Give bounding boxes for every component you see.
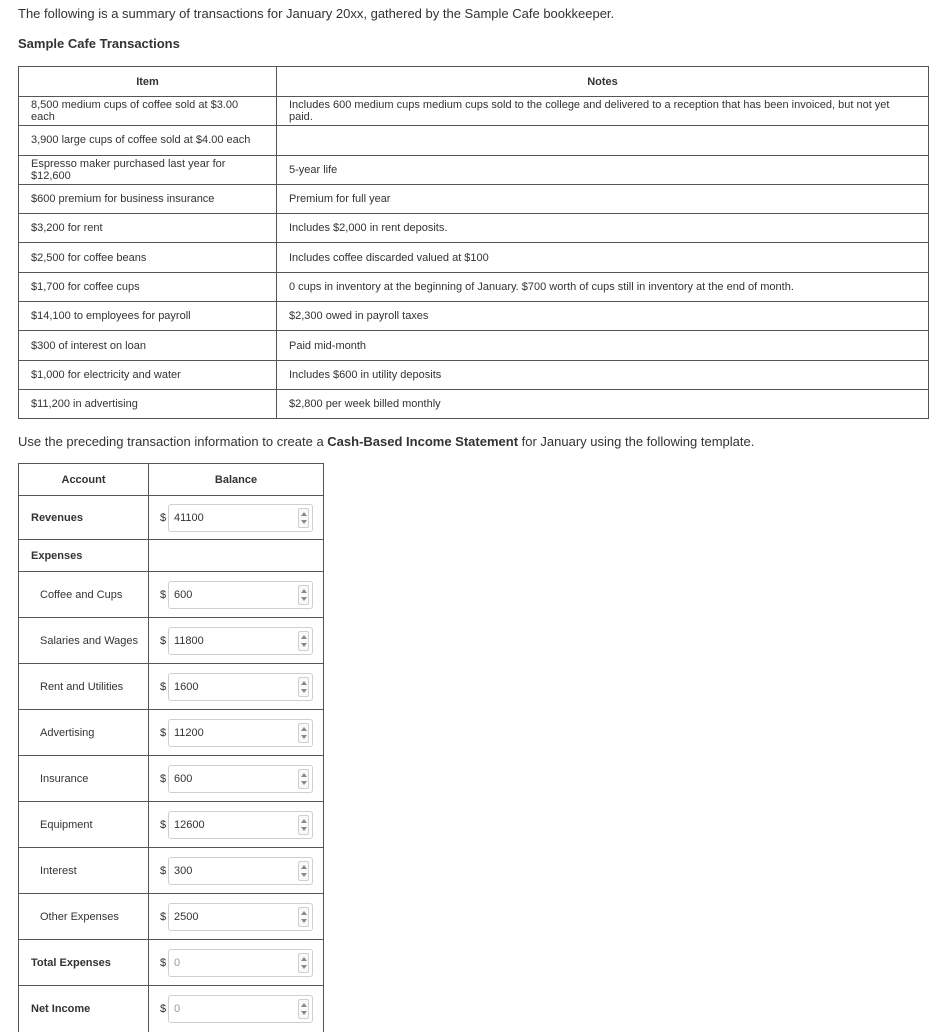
item-cell: $1,700 for coffee cups — [19, 272, 277, 301]
currency-symbol: $ — [160, 680, 167, 693]
item-cell: $14,100 to employees for payroll — [19, 302, 277, 331]
salaries-and-wages-stepper[interactable] — [168, 627, 313, 655]
table-row — [19, 184, 929, 213]
expense-label: Interest — [19, 848, 149, 894]
notes-cell: Paid mid-month — [277, 331, 929, 360]
total-expenses-row — [19, 940, 324, 986]
spin-down-icon[interactable] — [301, 873, 307, 877]
coffee-and-cups-input[interactable] — [174, 588, 292, 602]
table-row — [19, 155, 929, 184]
notes-cell — [277, 126, 929, 155]
salaries-and-wages-input[interactable] — [174, 634, 292, 648]
table-row — [19, 331, 929, 360]
insurance-stepper[interactable] — [168, 765, 313, 793]
equipment-stepper[interactable] — [168, 811, 313, 839]
other-expenses-input[interactable] — [174, 910, 292, 924]
expense-label: Rent and Utilities — [19, 664, 149, 710]
spin-down-icon[interactable] — [301, 689, 307, 693]
spin-down-icon[interactable] — [301, 520, 307, 524]
item-cell: $1,000 for electricity and water — [19, 360, 277, 389]
advertising-input[interactable] — [174, 726, 292, 740]
net-income-stepper[interactable] — [168, 995, 313, 1023]
balance-column-header: Balance — [149, 464, 324, 496]
expenses-label: Expenses — [19, 540, 149, 572]
item-cell: 3,900 large cups of coffee sold at $4.00 each — [19, 126, 277, 155]
currency-symbol: $ — [160, 634, 167, 647]
spin-down-icon[interactable] — [301, 1011, 307, 1015]
spinner-arrows[interactable] — [298, 723, 309, 743]
table-row — [19, 302, 929, 331]
instruction-before: Use the preceding transaction information to create a — [18, 434, 328, 449]
transactions-table — [18, 66, 929, 419]
insurance-input[interactable] — [174, 772, 292, 786]
spin-up-icon[interactable] — [301, 512, 307, 516]
notes-cell: Premium for full year — [277, 184, 929, 213]
net-income-input[interactable] — [174, 1002, 292, 1016]
spinner-arrows[interactable] — [298, 631, 309, 651]
total-expenses-input[interactable] — [174, 956, 292, 970]
currency-symbol: $ — [160, 818, 167, 831]
item-cell: $600 premium for business insurance — [19, 184, 277, 213]
spin-down-icon[interactable] — [301, 919, 307, 923]
item-column-header: Item — [19, 67, 277, 97]
expense-row-interest — [19, 848, 324, 894]
total-expenses-stepper[interactable] — [168, 949, 313, 977]
notes-cell: 0 cups in inventory at the beginning of January. $700 worth of cups still in inventory at the end of month. — [277, 272, 929, 301]
spin-down-icon[interactable] — [301, 643, 307, 647]
revenues-input[interactable] — [174, 511, 292, 525]
interest-stepper[interactable] — [168, 857, 313, 885]
table-row — [19, 243, 929, 272]
notes-cell: Includes 600 medium cups medium cups sold to the college and delivered to a reception that has been invoiced, but not yet paid. — [277, 97, 929, 126]
spinner-arrows[interactable] — [298, 677, 309, 697]
spin-down-icon[interactable] — [301, 965, 307, 969]
spin-up-icon[interactable] — [301, 819, 307, 823]
currency-symbol: $ — [160, 772, 167, 785]
equipment-input[interactable] — [174, 818, 292, 832]
spin-up-icon[interactable] — [301, 1003, 307, 1007]
table-row — [19, 360, 929, 389]
interest-input[interactable] — [174, 864, 292, 878]
spin-up-icon[interactable] — [301, 911, 307, 915]
intro-text: The following is a summary of transactions for January 20xx, gathered by the Sample Cafe bookkeeper. — [18, 6, 615, 21]
spin-up-icon[interactable] — [301, 773, 307, 777]
expense-row-salaries-and-wages — [19, 618, 324, 664]
notes-cell: $2,800 per week billed monthly — [277, 389, 929, 418]
spinner-arrows[interactable] — [298, 769, 309, 789]
spin-down-icon[interactable] — [301, 735, 307, 739]
item-cell: $300 of interest on loan — [19, 331, 277, 360]
notes-cell: Includes $2,000 in rent deposits. — [277, 214, 929, 243]
item-cell: $11,200 in advertising — [19, 389, 277, 418]
revenues-row — [19, 496, 324, 540]
spin-up-icon[interactable] — [301, 727, 307, 731]
rent-and-utilities-stepper[interactable] — [168, 673, 313, 701]
spin-up-icon[interactable] — [301, 635, 307, 639]
expenses-balance-empty — [149, 540, 324, 572]
expense-row-advertising — [19, 710, 324, 756]
table-row — [19, 214, 929, 243]
spin-up-icon[interactable] — [301, 865, 307, 869]
expenses-row — [19, 540, 324, 572]
currency-symbol: $ — [160, 726, 167, 739]
net-income-label: Net Income — [19, 986, 149, 1032]
table-row — [19, 97, 929, 126]
expense-label: Equipment — [19, 802, 149, 848]
item-cell: $3,200 for rent — [19, 214, 277, 243]
advertising-stepper[interactable] — [168, 719, 313, 747]
expense-label: Coffee and Cups — [19, 572, 149, 618]
instruction-bold: Cash-Based Income Statement — [327, 434, 519, 449]
notes-cell: 5-year life — [277, 155, 929, 184]
instruction-after: for January using the following template. — [518, 434, 755, 449]
expense-row-other-expenses — [19, 894, 324, 940]
notes-cell: Includes coffee discarded valued at $100 — [277, 243, 929, 272]
expense-label: Salaries and Wages — [19, 618, 149, 664]
item-cell: Espresso maker purchased last year for $12,600 — [19, 155, 277, 184]
revenues-label: Revenues — [19, 496, 149, 540]
currency-symbol: $ — [160, 511, 167, 524]
spinner-arrows[interactable] — [298, 585, 309, 605]
spin-up-icon[interactable] — [301, 681, 307, 685]
transactions-header-row — [19, 67, 929, 97]
expense-row-rent-and-utilities — [19, 664, 324, 710]
income-statement-table — [18, 463, 324, 1032]
instruction-text — [18, 434, 754, 449]
table-row — [19, 126, 929, 155]
table-row — [19, 389, 929, 418]
expense-label: Advertising — [19, 710, 149, 756]
spinner-arrows[interactable] — [298, 861, 309, 881]
spin-up-icon[interactable] — [301, 589, 307, 593]
item-cell: $2,500 for coffee beans — [19, 243, 277, 272]
currency-symbol: $ — [160, 1002, 167, 1015]
revenues-stepper[interactable] — [168, 504, 313, 532]
currency-symbol: $ — [160, 956, 167, 969]
expense-row-equipment — [19, 802, 324, 848]
other-expenses-stepper[interactable] — [168, 903, 313, 931]
rent-and-utilities-input[interactable] — [174, 680, 292, 694]
notes-cell: Includes $600 in utility deposits — [277, 360, 929, 389]
table-row — [19, 272, 929, 301]
item-cell: 8,500 medium cups of coffee sold at $3.00 each — [19, 97, 277, 126]
spin-up-icon[interactable] — [301, 957, 307, 961]
net-income-row — [19, 986, 324, 1032]
spinner-arrows[interactable] — [298, 815, 309, 835]
spin-down-icon[interactable] — [301, 827, 307, 831]
notes-column-header: Notes — [277, 67, 929, 97]
spin-down-icon[interactable] — [301, 597, 307, 601]
spinner-arrows[interactable] — [298, 907, 309, 927]
section-title: Sample Cafe Transactions — [18, 36, 180, 51]
currency-symbol: $ — [160, 588, 167, 601]
income-header-row — [19, 464, 324, 496]
currency-symbol: $ — [160, 864, 167, 877]
currency-symbol: $ — [160, 910, 167, 923]
coffee-and-cups-stepper[interactable] — [168, 581, 313, 609]
expense-label: Other Expenses — [19, 894, 149, 940]
spinner-arrows[interactable] — [298, 953, 309, 973]
expense-row-insurance — [19, 756, 324, 802]
total-expenses-label: Total Expenses — [19, 940, 149, 986]
account-column-header: Account — [19, 464, 149, 496]
expense-row-coffee-and-cups — [19, 572, 324, 618]
spinner-arrows[interactable] — [298, 999, 309, 1019]
spinner-arrows[interactable] — [298, 508, 309, 528]
spin-down-icon[interactable] — [301, 781, 307, 785]
notes-cell: $2,300 owed in payroll taxes — [277, 302, 929, 331]
expense-label: Insurance — [19, 756, 149, 802]
